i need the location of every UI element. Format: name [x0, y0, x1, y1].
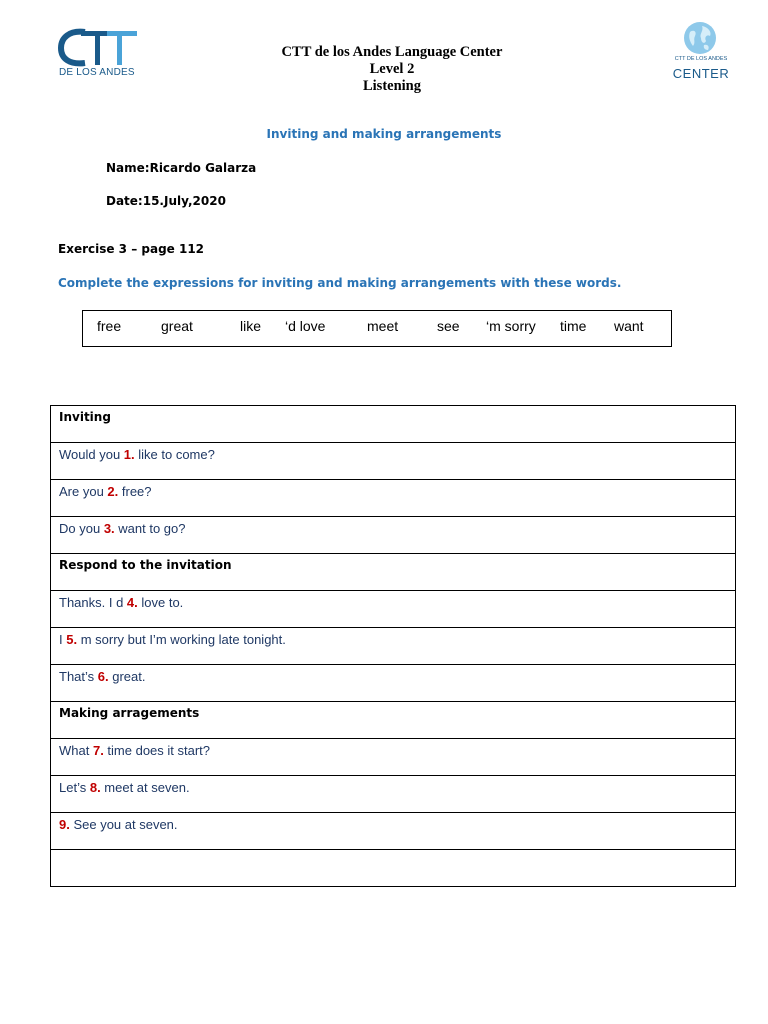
table-row — [51, 443, 736, 480]
item-number: 2. — [107, 484, 119, 499]
answer-text: m sorry but I’m working late tonight. — [77, 632, 286, 647]
student-date: Date:15.July,2020 — [106, 194, 226, 208]
answer-text: time does it start? — [103, 743, 211, 758]
table-row — [51, 776, 736, 813]
word-bank-item: ‘d love — [285, 318, 326, 334]
word-bank-item: meet — [367, 318, 399, 334]
logo-small-text: CTT DE LOS ANDES — [674, 56, 728, 62]
answer-text: free? — [118, 484, 152, 499]
expression-cell — [51, 628, 736, 665]
table-row — [51, 517, 736, 554]
worksheet-title: Inviting and making arrangements — [266, 127, 502, 141]
logo-center-text: CENTER — [672, 66, 730, 81]
exercise-heading: Exercise 3 – page 112 — [58, 242, 205, 256]
item-number: 9. — [59, 817, 70, 832]
table-row — [51, 850, 736, 887]
item-number: 5. — [66, 632, 78, 647]
ctt-logo-icon — [55, 26, 145, 70]
expression-text: Are you — [59, 484, 108, 499]
ctt-logo-left — [55, 26, 145, 82]
word-bank-item: great — [161, 318, 193, 334]
center-logo-right — [668, 20, 734, 86]
expression-text: Would you — [59, 447, 124, 462]
word-bank-item: see — [437, 318, 460, 334]
header-school: CTT de los Andes Language Center — [281, 44, 503, 60]
section-header: Making arragements — [51, 702, 736, 739]
expression-text: I — [59, 632, 67, 647]
header-level: Level 2 — [369, 61, 415, 77]
table-row — [51, 702, 736, 739]
student-name: Name:Ricardo Galarza — [106, 161, 257, 175]
word-bank-item: time — [560, 318, 587, 334]
table-row — [51, 665, 736, 702]
expression-cell — [51, 591, 736, 628]
answer-text: See you at seven. — [69, 817, 178, 832]
word-bank-item: free — [97, 318, 122, 334]
section-header: Respond to the invitation — [51, 554, 736, 591]
expression-text: Let’s — [59, 780, 90, 795]
document-header — [200, 44, 584, 95]
table-row — [51, 554, 736, 591]
expression-cell-empty — [51, 850, 736, 887]
table-row — [51, 628, 736, 665]
answer-text: meet at seven. — [100, 780, 190, 795]
expressions-table — [50, 405, 736, 887]
logo-subtitle: DE LOS ANDES — [59, 67, 135, 78]
expression-text: That’s — [59, 669, 98, 684]
section-header: Inviting — [51, 406, 736, 443]
table-row — [51, 480, 736, 517]
expression-text: Do you — [59, 521, 104, 536]
item-number: 7. — [92, 743, 104, 758]
exercise-instruction: Complete the expressions for inviting and making arrangements with these words. — [58, 276, 622, 290]
answer-text: like to come? — [134, 447, 215, 462]
answer-text: love to. — [137, 595, 184, 610]
table-row — [51, 739, 736, 776]
expression-cell — [51, 443, 736, 480]
expression-cell — [51, 665, 736, 702]
table-row — [51, 813, 736, 850]
word-bank-item: want — [614, 318, 644, 334]
expression-cell — [51, 517, 736, 554]
word-bank-item: ‘m sorry — [486, 318, 536, 334]
expression-cell — [51, 480, 736, 517]
header-skill: Listening — [362, 78, 421, 94]
answer-text: great. — [108, 669, 146, 684]
expression-cell — [51, 739, 736, 776]
table-row — [51, 406, 736, 443]
answer-text: want to go? — [114, 521, 186, 536]
expression-text: Thanks. I d — [59, 595, 127, 610]
word-bank-item: like — [240, 318, 262, 334]
item-number: 4. — [126, 595, 138, 610]
expression-cell — [51, 813, 736, 850]
word-bank — [82, 310, 672, 347]
item-number: 8. — [89, 780, 101, 795]
item-number: 6. — [97, 669, 109, 684]
expression-text: What — [59, 743, 93, 758]
table-row — [51, 591, 736, 628]
item-number: 3. — [103, 521, 115, 536]
expression-cell — [51, 776, 736, 813]
item-number: 1. — [123, 447, 135, 462]
globe-icon — [682, 20, 718, 56]
